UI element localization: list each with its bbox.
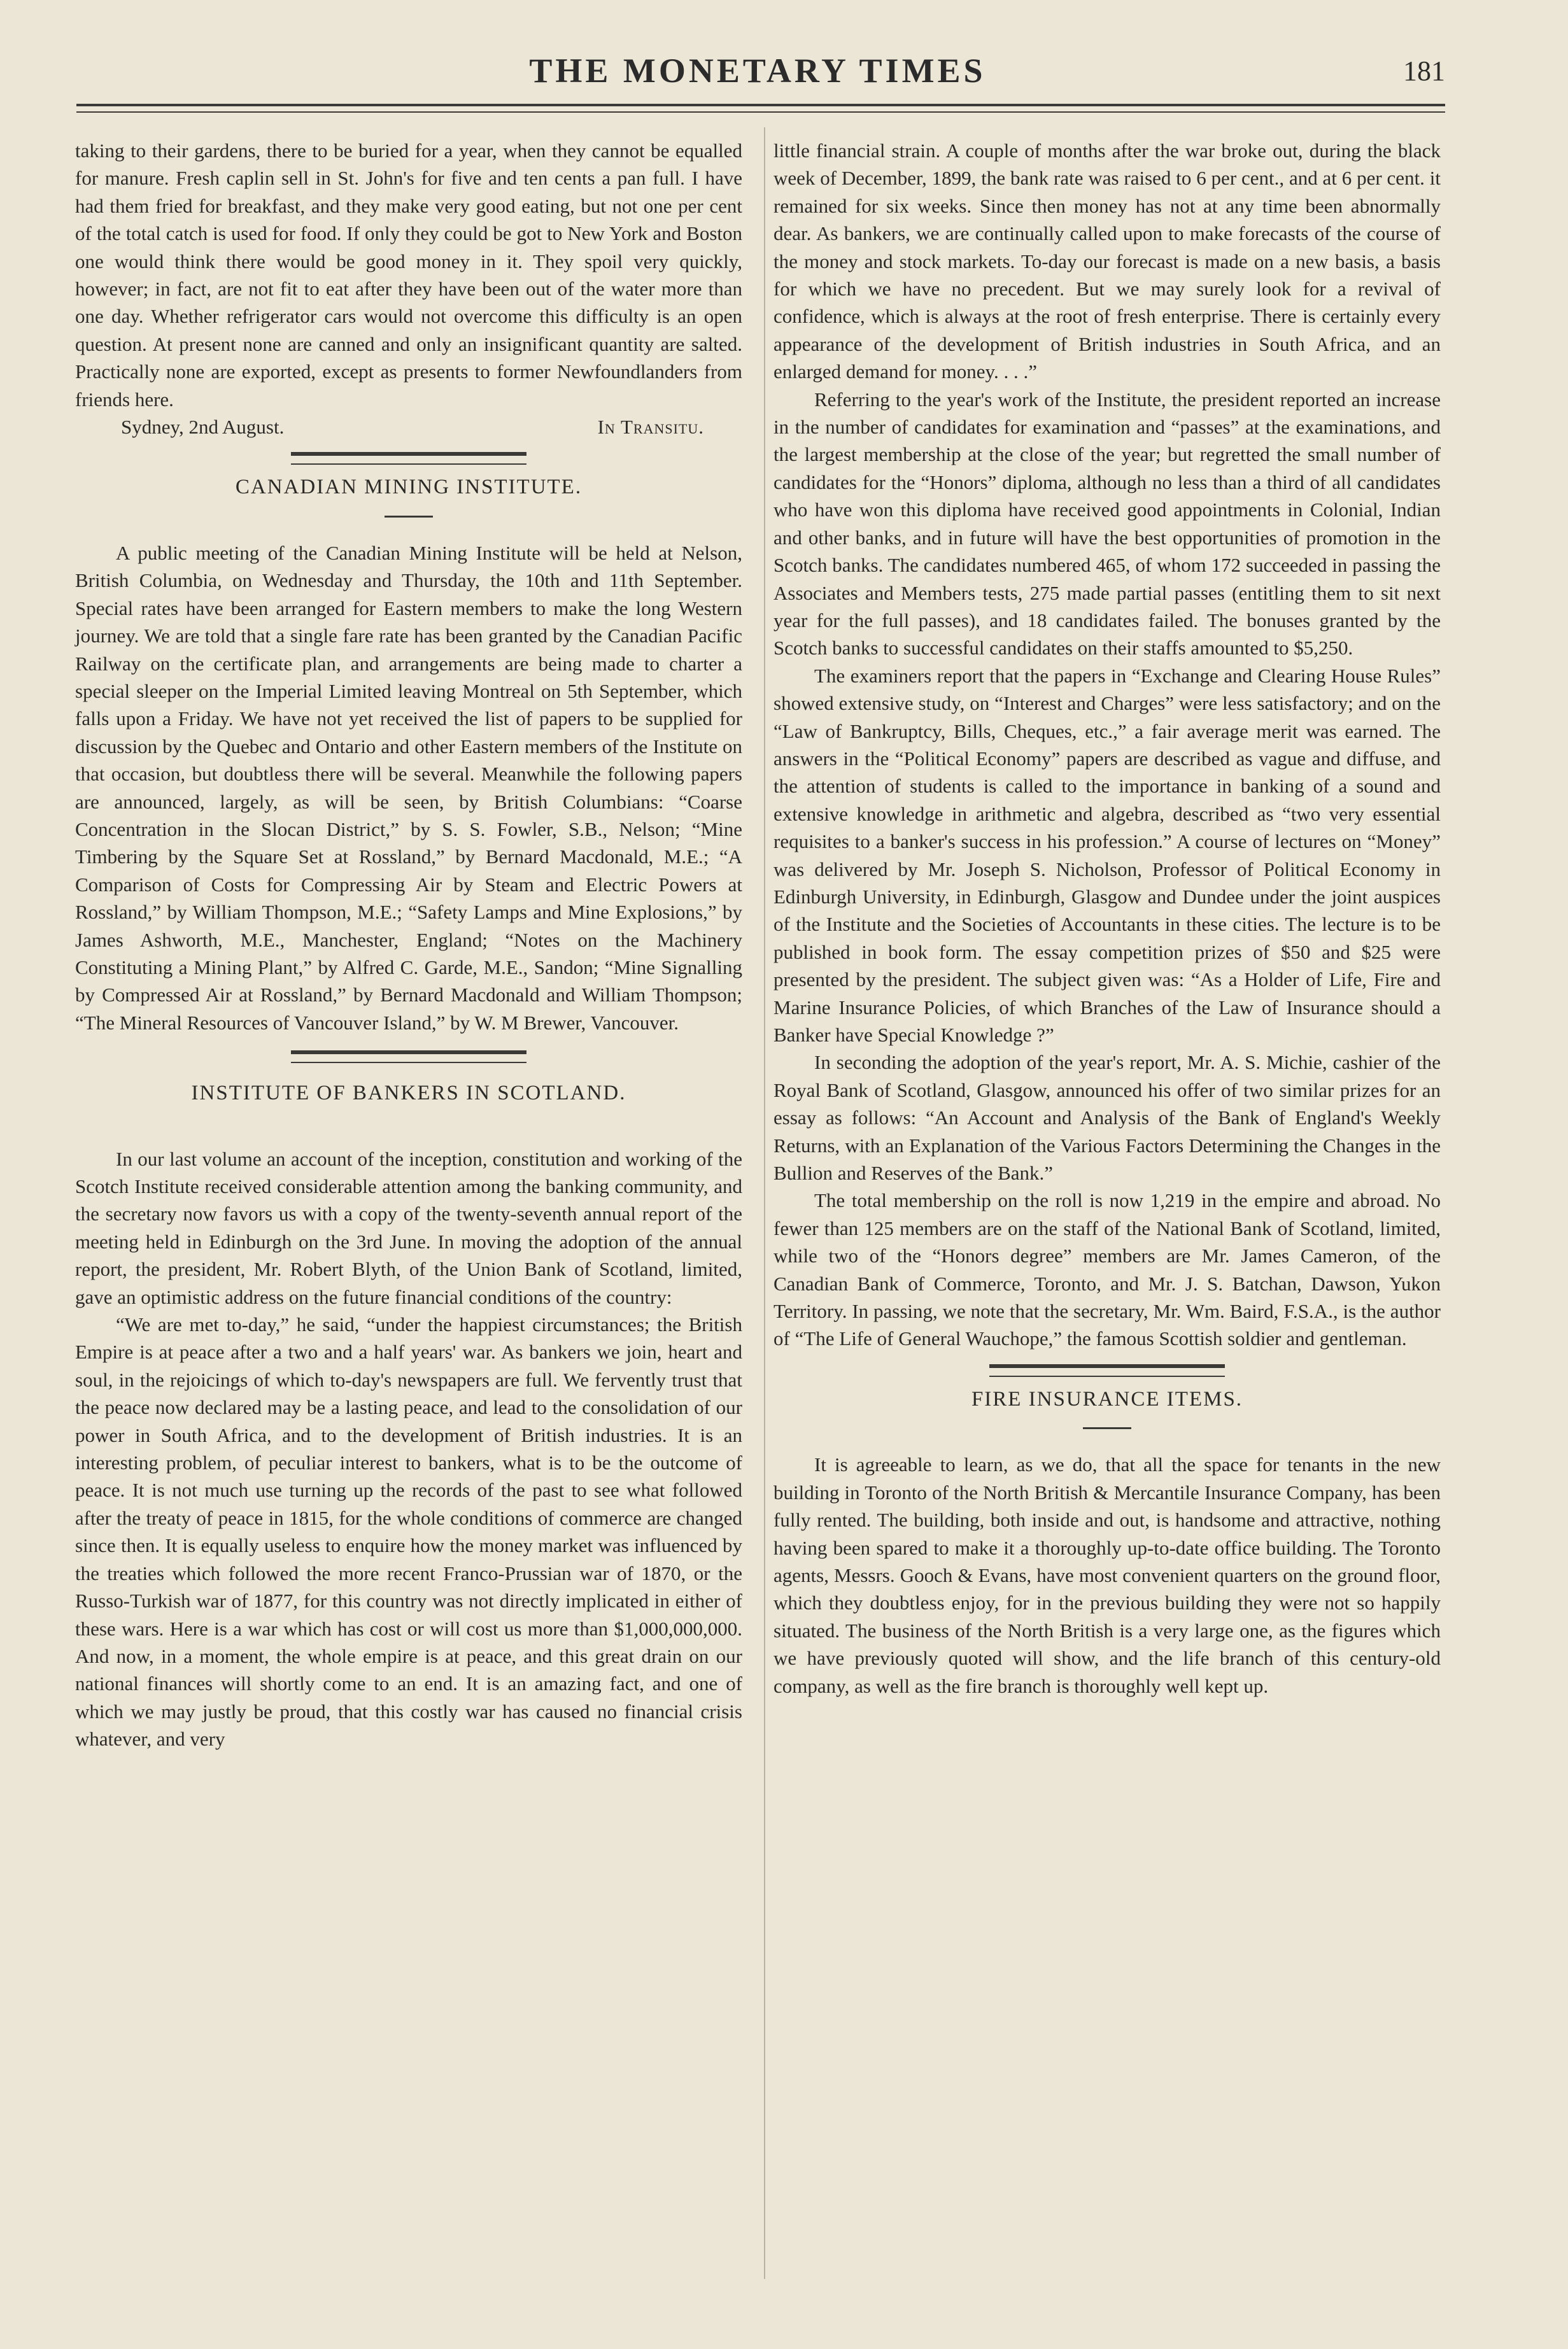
article-paragraph: It is agreeable to learn, as we do, that all the space for tenants in the new building in Toronto of the North British & Mercantile Insurance Company, has been fully rented. The building, both inside and out, is handsome and attractive, nothing having been spared to make it a thoroughly up-to-date office building. The Toronto agents, Messrs. Gooch & Evans, have most convenient quarters on the ground floor, which they doubtless enjoy, for in the previous building they were not so happily situated. The business of the North British is a very large one, as the figures which we have previously quoted will show, and the life branch of this century-old company, as well as the fire branch is thoroughly well kept up. <box>773 1453 1441 1697</box>
section-divider <box>989 1364 1225 1377</box>
header-rule-thick <box>76 104 1445 106</box>
heading-spacer <box>385 1122 433 1124</box>
masthead <box>70 51 1445 95</box>
signoff-pen-name: In Transitu. <box>597 416 704 439</box>
article-paragraph: The examiners report that the papers in “Exchange and Clearing House Rules” showed extensive study, on “Interest and Charges” were less satisfactory; and on the “Law of Bankruptcy, Bills, Cheques, etc.,” a fair average merit was earned. The answers in the “Political Economy” papers are described as vague and diffuse, and the attention of students is called to the importance in banking of a sound and extensive knowledge in arithmetic and algebra, described as “two very essential requisites to a banker's success in his profession.” A course of lectures on “Money” was delivered by Mr. Joseph S. Nicholson, Professor of Political Economy in Edinburgh University, in Edinburgh, Glasgow and Dundee under the joint auspices of the Institute and the Societies of Accountants in these cities. The lecture is to be published in book form. The essay competition prizes of $50 and $25 were presented by the president. The subject given was: “As a Holder of Life, Fire and Marine Insurance Policies, of which Branches of the Law of Insurance should a Banker have Special Knowledge ?” <box>773 664 1441 1046</box>
section-heading-fire: FIRE INSURANCE ITEMS. <box>971 1387 1243 1411</box>
article-paragraph: A public meeting of the Canadian Mining Institute will be held at Nelson, British Columbia, on Wednesday and Thursday, the 10th and 11th September. Special rates have been arranged for Eastern members to make the long Western journey. We are told that a single fare rate has been granted by the Canadian Pacific Railway on the certificate plan, and arrangements are being made to charter a special sleeper on the Imperial Limited leaving Montreal on 5th September, which falls upon a Friday. We have not yet received the list of papers to be supplied for discussion by the Quebec and Ontario and other Eastern members of the Institute on that occasion, but doubtless there will be several. Meanwhile the following papers are announced, largely, as will be seen, by British Columbians: “Coarse Concentration in the Slocan District,” by S. S. Fowler, S.B., Nelson; “Mine Timbering by the Square Set at Rossland,” by Bernard Macdonald, M.E.; “A Comparison of Costs for Compressing Air by Steam and Electric Powers at Rossland,” by William Thompson, M.E.; “Safety Lamps and Mine Explosions,” by James Ashworth, M.E., Manchester, England; “Notes on the Machinery Constituting a Mining Plant,” by Alfred C. Garde, M.E., Sandon; “Mine Signalling by Compressed Air at Rossland,” by Bernard Macdonald and William Thompson; “The Mineral Resources of Vancouver Island,” by W. M Brewer, Vancouver. <box>75 541 742 1034</box>
column-divider <box>764 127 765 2279</box>
heading-underline <box>385 516 433 518</box>
article-paragraph: In our last volume an account of the inception, constitution and working of the Scotch Institute received considerable attention among the banking community, and the secretary now favors us with a copy of the twenty-seventh annual report of the meeting held in Edinburgh on the 3rd June. In moving the adoption of the annual report, the president, Mr. Robert Blyth, of the Union Bank of Scotland, limited, gave an optimistic address on the future financial conditions of the country: <box>75 1147 742 1308</box>
article-paragraph: The total membership on the roll is now 1,219 in the empire and abroad. No fewer than 125 members are on the staff of the National Bank of Scotland, limited, while two of the “Honors degree” members are Mr. James Cameron, of the Canadian Bank of Commerce, Toronto, and Mr. J. S. Batchan, Dawson, Yukon Territory. In passing, we note that the secretary, Mr. Wm. Baird, F.S.A., is the author of “The Life of General Wauchope,” the famous Scottish soldier and gentleman. <box>773 1189 1441 1350</box>
header-rule-thin <box>76 111 1445 113</box>
article-paragraph: In seconding the adoption of the year's report, Mr. A. S. Michie, cashier of the Royal Bank of Scotland, Glasgow, announced his offer of two similar prizes for an essay as follows: “An Account and Analysis of the Bank of England's Weekly Returns, with an Explanation of the Various Factors Determining the Changes in the Bullion and Reserves of the Bank.” <box>773 1051 1441 1185</box>
article-paragraph: little financial strain. A couple of months after the war broke out, during the black week of December, 1899, the bank rate was raised to 6 per cent., and at 6 per cent. it remained for six weeks. Since then money has not at any time been abnormally dear. As bankers, we are continually called upon to make forecasts of the course of the money and stock markets. To-day our forecast is made on a new basis, a basis for which we have no precedent. But we may surely look for a revival of confidence, which is always at the root of fresh enterprise. There is certainly every appearance of the development of British industries in South Africa, and an enlarged demand for money. . . .” <box>773 139 1441 383</box>
publication-title: THE MONETARY TIMES <box>529 52 986 90</box>
heading-underline <box>1083 1427 1131 1429</box>
article-signoff <box>75 413 742 441</box>
section-divider <box>291 452 526 465</box>
signoff-place-date: Sydney, 2nd August. <box>121 416 285 439</box>
article-paragraph: “We are met to-day,” he said, “under the happiest circumstances; the British Empire is at peace after a two and a half years' war. As bankers we join, heart and soul, in the rejoicings of which to-day's newspapers are full. We fervently trust that the peace now declared may be a lasting peace, and lead to the consolidation of our power in South Africa, and to the development of British industries. It is an interesting problem, of peculiar interest to bankers, what is to be the outcome of peace. It is not much use turning up the records of the past to see what followed after the treaty of peace in 1815, for the whole conditions of commerce are changed since then. It is equally useless to enquire how the money market was influenced by the treaties which followed the more recent Franco-Prussian war of 1870, or the Russo-Turkish war of 1877, for this country was not directly implicated in either of these wars. Here is a war which has cost or will cost us more than $1,000,000,000. And now, in a moment, the whole empire is at peace, and this great drain on our national finances will shortly come to an end. It is an amazing fact, and one of which we may justly be proud, that this costly war has caused no financial crisis whatever, and very <box>75 1313 742 1751</box>
left-column <box>75 137 742 1753</box>
section-divider <box>291 1050 526 1063</box>
section-heading-mining: CANADIAN MINING INSTITUTE. <box>235 476 583 499</box>
page-number: 181 <box>1403 55 1445 87</box>
section-heading-bankers: INSTITUTE OF BANKERS IN SCOTLAND. <box>191 1082 626 1105</box>
article-paragraph: Referring to the year's work of the Institute, the president reported an increase in the number of candidates for examination and “passes” at the examinations, and the largest membership at the close of the year; but regretted the small number of candidates for the “Honors” diploma, although no less than a third of all candidates who have won this diploma have received good appointments in Colonial, Indian and other banks, and in future will have the best opportunities of promotion in the Scotch banks. The candidates numbered 465, of whom 172 succeeded in passing the Associates and Members tests, 275 made partial passes (entitling them to sit next year for the full passes), and 18 candidates failed. The bonuses granted by the Scotch banks to successful candidates on their staffs amounted to $5,250. <box>773 388 1441 660</box>
article-paragraph: taking to their gardens, there to be buried for a year, when they cannot be equalled for manure. Fresh caplin sell in St. John's for five and ten cents a pan full. I have had them fried for breakfast, and they make very good eating, but not one per cent of the total catch is used for food. If only they could be got to New York and Boston one would think there would be good money in it. They spoil very quickly, however; in fact, are not fit to eat after they have been out of the water more than one day. Whether refrigerator cars would not overcome this difficulty is an open question. At present none are canned and only an insignificant quantity are salted. Practically none are exported, except as presents to former Newfoundlanders from friends here. <box>75 139 742 411</box>
right-column <box>773 137 1441 1700</box>
